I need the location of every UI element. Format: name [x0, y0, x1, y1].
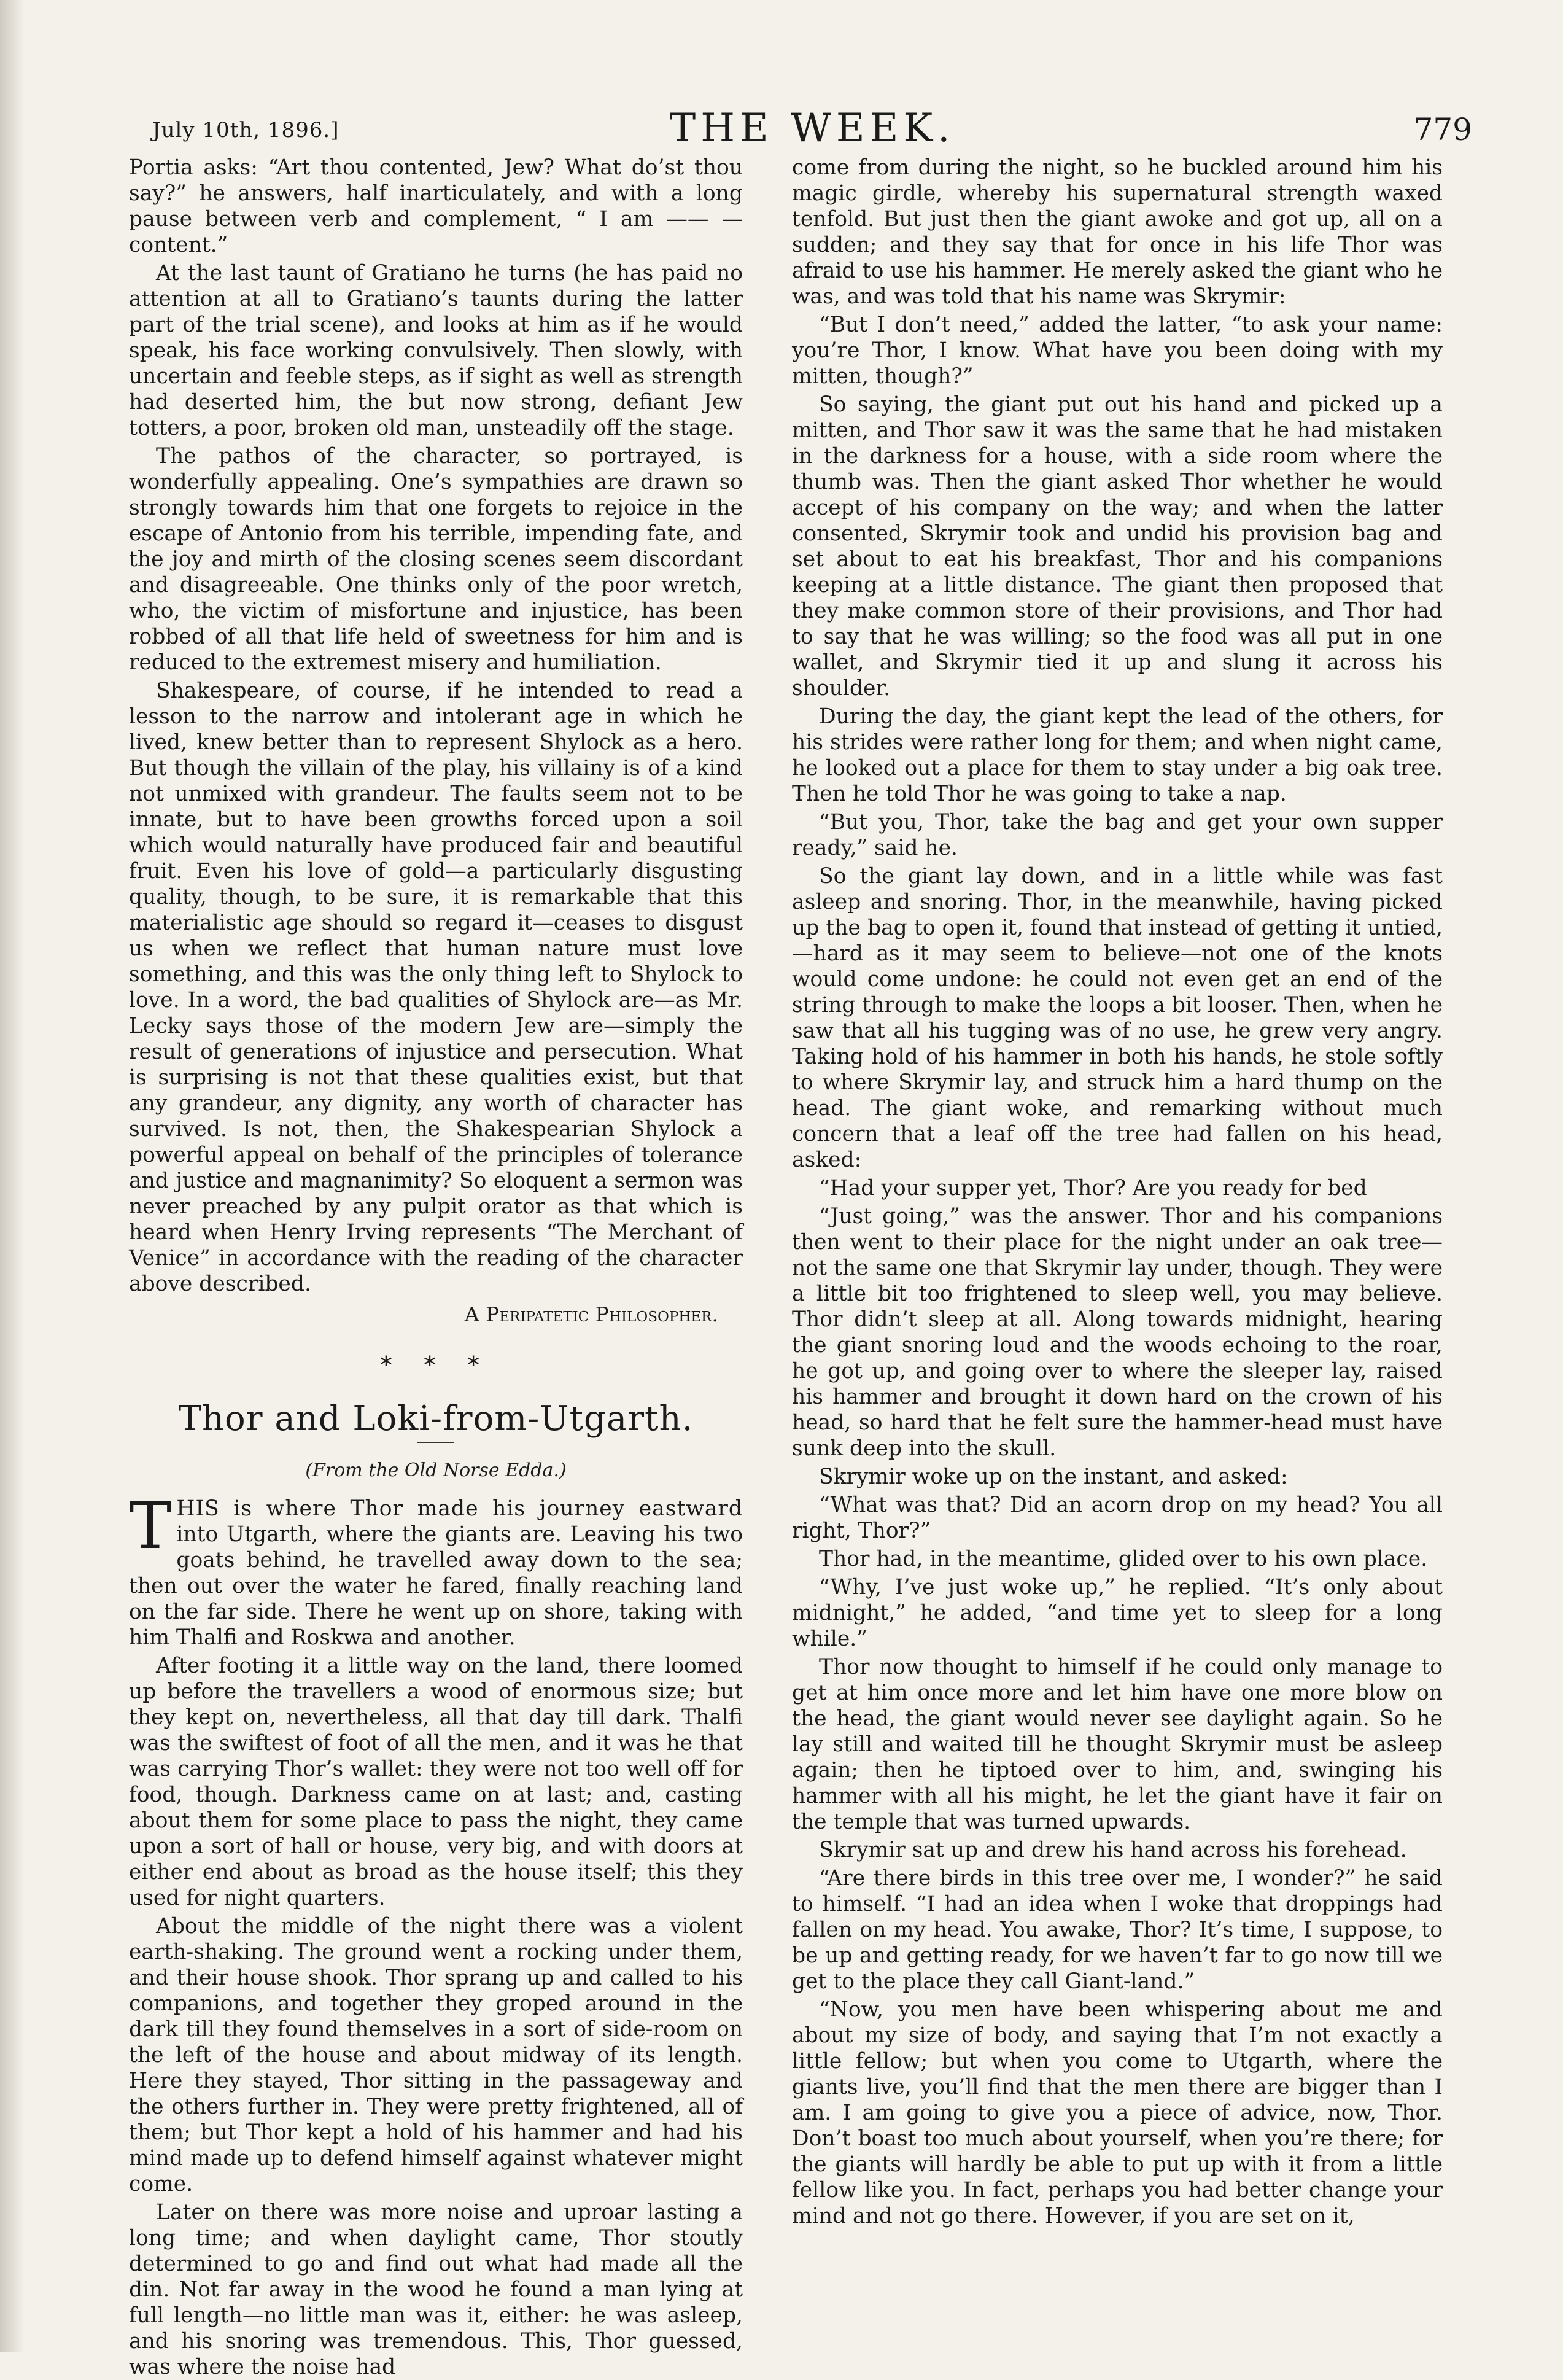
paragraph: “Had your supper yet, Thor? Are you ready for bed [819, 1176, 1367, 1200]
paragraph: So saying, the giant put out his hand and picked up a mitten, and Thor saw it was the same that he had mistaken in the darkness for a house, with a side room where the thumb was. Then the giant asked Thor whether he would accept of his company on the way; and when the latter consented, Skrymir took and undid his provision bag and set about to eat his breakfast, Thor and his companions keeping at a little distance. The giant then proposed that they make common store of their provisions, and Thor had to say that he was willing; so the food was all put in one wallet, and Skrymir tied it up and slung it across his shoulder. [792, 392, 1443, 701]
drop-cap: T [129, 1488, 172, 1563]
paragraph: Shakespeare, of course, if he intended to read a lesson to the narrow and intolerant age in which he lived, knew better than to represent Shylock as a hero. But though the villain of the play, his villainy is of a kind not unmixed with grandeur. The faults seem not to be innate, but to have been growths forced upon a soil which would naturally have produced fair and beautiful fruit. Even his love of gold—a particularly disgusting quality, though, to be sure, it is remarkable that this materialistic age should so regard it—ceases to disgust us when we reflect that human nature must love something, and this was the only thing left to Shylock to love. In a word, the bad qualities of Shylock are—as Mr. Lecky says those of the modern Jew are—simply the result of generations of injustice and persecution. What is surprising is not that these qualities exist, but that any grandeur, any dignity, any worth of character has survived. Is not, then, the Shakespearian Shylock a powerful appeal on behalf of the principles of tolerance and justice and magnanimity? So eloquent a sermon was never preached by any pulpit orator as that which is heard when Henry Irving represents “The Merchant of Venice” in accordance with the reading of the character above described. [129, 679, 743, 1296]
section-divider: * * * [380, 1351, 492, 1379]
paragraph: “What was that? Did an acorn drop on my head? You all right, Thor?” [792, 1493, 1443, 1543]
paragraph: “Are there birds in this tree over me, I wonder?” he said to himself. “I had an idea when I woke that droppings had fallen on my head. You awake, Thor? It’s time, I suppose, to be up and getting ready, for we haven’t far to go now till we get to the place they call Giant-land.” [792, 1866, 1443, 1994]
title-rule [417, 1442, 454, 1443]
paragraph: “Now, you men have been whispering about me and about my size of body, and saying that I’m not exactly a little fellow; but when you come to Utgarth, where the giants live, you’ll find that the men there are bigger than I am. I am going to give you a piece of advice, now, Thor. Don’t boast too much about yourself, when you’re there; for the giants will hardly be able to put up with it from a little fellow like you. In fact, perhaps you had better change your mind and not go there. However, if you are set on it, [792, 1997, 1443, 2228]
paragraph: “Why, I’ve just woke up,” he replied. “It’s only about midnight,” he added, “and time yet to sleep for a long while.” [792, 1575, 1443, 1651]
paragraph: Thor had, in the meantime, glided over to his own place. [819, 1547, 1428, 1571]
paragraph: “But I don’t need,” added the latter, “to ask your name: you’re Thor, I know. What have you been doing with my mitten, though?” [792, 313, 1443, 389]
paragraph: “But you, Thor, take the bag and get your own supper ready,” said he. [792, 810, 1443, 860]
paragraph: “Just going,” was the answer. Thor and his companions then went to their place for the night under an oak tree—not the same one that Skrymir lay under, though. They were a little bit too frightened to sleep well, you may believe. Thor didn’t sleep at all. Along towards midnight, hearing the giant snoring loud and the woods echoing to the roar, he got up, and going over to where the sleeper lay, raised his hammer and brought it down hard on the crown of his head, so hard that he felt sure the hammer-head must have sunk deep into the skull. [792, 1204, 1443, 1461]
paragraph: Skrymir sat up and drew his hand across his forehead. [819, 1838, 1407, 1862]
publication-title: THE WEEK. [669, 106, 955, 151]
paragraph [129, 1488, 743, 1651]
paragraph: So the giant lay down, and in a little while was fast asleep and snoring. Thor, in the meanwhile, having picked up the bag to open it, found that instead of getting it untied, —hard as it may seem to believe—not one of the knots would come undone: he could not even get an end of the string through to make the loops a bit looser. Then, when he saw that all his tugging was of no use, he grew very angry. Taking hold of his hammer in both his hands, he stole softly to where Skrymir lay, and struck him a hard thump on the head. The giant woke, and remarking without much concern that a leaf off the tree had fallen on his head, asked: [792, 864, 1443, 1172]
right-column [792, 155, 1443, 2304]
paragraph: Later on there was more noise and uproar lasting a long time; and when daylight came, Thor stoutly determined to go and find out what had made all the din. Not far away in the wood he found a man lying at full length—no little man was it, either: he was asleep, and his snoring was tremendous. This, Thor guessed, was where the noise had [129, 2200, 743, 2379]
paragraph: Thor now thought to himself if he could only manage to get at him once more and let him have one more blow on the head, the giant would never see daylight again. So he lay still and waited till he thought Skrymir must be asleep again; then he tiptoed over to him, and, swinging his hammer with all his might, he let the giant have it fair on the temple that was turned upwards. [792, 1655, 1443, 1834]
paragraph: Portia asks: “Art thou contented, Jew? What do’st thou say?” he answers, half inarticulately, and with a long pause between verb and complement, “ I am —— —content.” [129, 155, 743, 257]
issue-date: July 10th, 1896.] [152, 118, 339, 142]
paragraph: During the day, the giant kept the lead of the others, for his strides were rather long for them; and when night came, he looked out a place for them to stay under a big oak tree. Then he told Thor he was going to take a nap. [792, 704, 1443, 806]
author-signature: A Peripatetic Philosopher. [464, 1302, 718, 1326]
page-number: 779 [1413, 112, 1472, 147]
left-column [129, 155, 743, 2379]
paragraph: Skrymir woke up on the instant, and asked: [819, 1464, 1288, 1489]
paragraph: The pathos of the character, so portrayed, is wonderfully appealing. One’s sympathies are drawn so strongly towards him that one forgets to rejoice in the escape of Antonio from his terrible, impending fate, and the joy and mirth of the closing scenes seem discordant and disagreeable. One thinks only of the poor wretch, who, the victim of misfortune and injustice, has been robbed of all that life held of sweetness for him and is reduced to the extremest misery and humiliation. [129, 444, 743, 675]
article-source: (From the Old Norse Edda.) [305, 1460, 567, 1481]
paragraph: At the last taunt of Gratiano he turns (he has paid no attention at all to Gratiano’s taunts during the latter part of the trial scene), and looks at him as if he would speak, his face working convulsively. Then slowly, with uncertain and feeble steps, as if sight as well as strength had deserted him, the but now strong, defiant Jew totters, a poor, broken old man, unsteadily off the stage. [129, 261, 743, 440]
article-title: Thor and Loki-from-Utgarth. [178, 1399, 694, 1439]
paragraph: After footing it a little way on the land, there loomed up before the travellers a wood of enormous size; but they kept on, nevertheless, all that day till dark. Thalfi was the swiftest of foot of all the men, and it was he that was carrying Thor’s wallet: they were not too well off for food, though. Darkness came on at last; and, casting about them for some place to pass the night, they came upon a sort of hall or house, very big, and with doors at either end about as broad as the house itself; this they used for night quarters. [129, 1654, 743, 1910]
paragraph: come from during the night, so he buckled around him his magic girdle, whereby his supernatural strength waxed tenfold. But just then the giant awoke and got up, all on a sudden; and they say that for once in his life Thor was afraid to use his hammer. He merely asked the giant who he was, and was told that his name was Skrymir: [792, 155, 1443, 309]
paragraph-text: HIS is where Thor made his journey eastward into Utgarth, where the giants are. Leaving his two goats behind, he travelled away down to the sea; then out over the water he fared, finally reaching land on the far side. There he went up on shore, taking with him Thalfi and Roskwa and another. [129, 1496, 743, 1650]
page-header [152, 106, 1472, 155]
paragraph: About the middle of the night there was a violent earth-shaking. The ground went a rocking under them, and their house shook. Thor sprang up and called to his companions, and together they groped around in the dark till they found themselves in a sort of side-room on the left of the house and about midway of its length. Here they stayed, Thor sitting in the passageway and the others further in. They were pretty frightened, all of them; but Thor kept a hold of his hammer and had his mind made up to defend himself against whatever might come. [129, 1914, 743, 2196]
page-binding-shadow [0, 0, 25, 2352]
